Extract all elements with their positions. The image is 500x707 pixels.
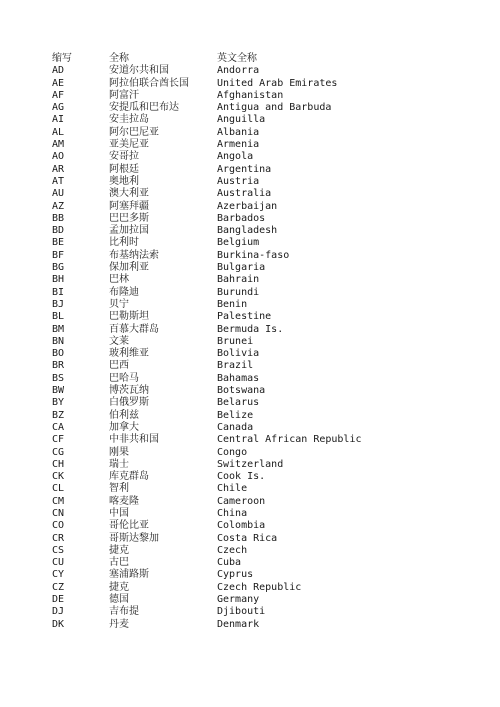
country-chinese-name: 百慕大群岛 <box>109 323 159 335</box>
country-chinese-name: 布隆迪 <box>109 286 139 298</box>
country-code: CN <box>52 507 65 519</box>
table-row <box>52 557 352 569</box>
country-english-name: Brunei <box>217 335 254 347</box>
country-code: CG <box>52 446 65 458</box>
country-code: CY <box>52 569 65 581</box>
country-chinese-name: 丹麦 <box>109 618 129 630</box>
country-english-name: Bermuda Is. <box>217 323 284 335</box>
country-english-name: Canada <box>217 421 254 433</box>
table-row <box>52 324 352 336</box>
country-chinese-name: 喀麦隆 <box>109 495 139 507</box>
country-english-name: Belize <box>217 409 254 421</box>
country-english-name: Cyprus <box>217 569 254 581</box>
country-code: CO <box>52 520 65 532</box>
header-english-name: 英文全称 <box>217 53 257 64</box>
country-code: BB <box>52 212 65 224</box>
country-english-name: Australia <box>217 188 272 200</box>
country-english-name: Denmark <box>217 618 260 630</box>
table-row <box>52 164 352 176</box>
table-row <box>52 373 352 385</box>
country-english-name: Anguilla <box>217 114 266 126</box>
country-chinese-name: 玻利维亚 <box>109 348 149 360</box>
table-row <box>52 311 352 323</box>
country-code: AM <box>52 139 65 151</box>
country-english-name: Belarus <box>217 397 260 409</box>
table-row <box>52 237 352 249</box>
table-row <box>52 299 352 311</box>
country-code: BO <box>52 348 65 360</box>
table-row <box>52 336 352 348</box>
country-code: DJ <box>52 606 65 618</box>
country-english-name: Chile <box>217 483 248 495</box>
country-chinese-name: 文莱 <box>109 335 129 347</box>
table-row <box>52 114 352 126</box>
country-english-name: Costa Rica <box>217 532 278 544</box>
country-chinese-name: 巴勒斯坦 <box>109 311 149 323</box>
country-chinese-name: 安哥拉 <box>109 151 139 163</box>
table-row <box>52 582 352 594</box>
country-code: BL <box>52 311 65 323</box>
country-english-name: Germany <box>217 594 260 606</box>
country-english-name: Angola <box>217 151 254 163</box>
country-chinese-name: 哥斯达黎加 <box>109 532 159 544</box>
country-code: CM <box>52 495 65 507</box>
country-english-name: Andorra <box>217 65 260 77</box>
country-chinese-name: 贝宁 <box>109 298 129 310</box>
country-chinese-name: 阿尔巴尼亚 <box>109 126 159 138</box>
country-english-name: Afghanistan <box>217 89 284 101</box>
table-row <box>52 385 352 397</box>
country-english-name: Burundi <box>217 286 260 298</box>
country-code: AE <box>52 77 65 89</box>
country-code: BS <box>52 372 65 384</box>
table-row <box>52 90 352 102</box>
country-english-name: Argentina <box>217 163 272 175</box>
country-code: CU <box>52 557 65 569</box>
country-chinese-name: 保加利亚 <box>109 262 149 274</box>
table-row <box>52 65 352 77</box>
table-body <box>52 65 362 631</box>
country-chinese-name: 刚果 <box>109 446 129 458</box>
country-english-name: Burkina-faso <box>217 249 290 261</box>
country-english-name: Botswana <box>217 385 266 397</box>
table-row <box>52 471 352 483</box>
table-row <box>52 151 352 163</box>
table-row <box>52 262 352 274</box>
country-english-name: Austria <box>217 175 260 187</box>
country-chinese-name: 捷克 <box>109 581 129 593</box>
table-row <box>52 127 352 139</box>
table-row <box>52 520 352 532</box>
country-code: AT <box>52 175 65 187</box>
country-chinese-name: 孟加拉国 <box>109 225 149 237</box>
table-row <box>52 274 352 286</box>
country-chinese-name: 古巴 <box>109 557 129 569</box>
country-code: AG <box>52 102 65 114</box>
table-row <box>52 287 352 299</box>
table-row <box>52 434 362 446</box>
country-english-name: Cuba <box>217 557 242 569</box>
table-row <box>52 201 352 213</box>
country-chinese-name: 亚美尼亚 <box>109 139 149 151</box>
country-english-name: Central African Republic <box>217 434 362 446</box>
country-chinese-name: 吉布提 <box>109 606 139 618</box>
country-chinese-name: 中国 <box>109 507 129 519</box>
country-chinese-name: 加拿大 <box>109 421 139 433</box>
country-code: AO <box>52 151 65 163</box>
table-row <box>52 188 352 200</box>
country-chinese-name: 塞浦路斯 <box>109 569 149 581</box>
country-code: CZ <box>52 581 65 593</box>
table-row <box>52 225 352 237</box>
table-header-row <box>52 53 352 65</box>
table-row <box>52 483 352 495</box>
country-code: BN <box>52 335 65 347</box>
country-english-name: Switzerland <box>217 458 284 470</box>
country-code: CA <box>52 421 65 433</box>
table-row <box>52 619 352 631</box>
table-row <box>52 545 352 557</box>
country-chinese-name: 中非共和国 <box>109 434 159 446</box>
country-chinese-name: 比利时 <box>109 237 139 249</box>
country-code: BM <box>52 323 65 335</box>
country-english-name: Bulgaria <box>217 262 266 274</box>
country-code: AU <box>52 188 65 200</box>
country-english-name: Antigua and Barbuda <box>217 102 332 114</box>
country-chinese-name: 巴哈马 <box>109 372 139 384</box>
table-row <box>52 508 352 520</box>
country-code: BY <box>52 397 65 409</box>
country-chinese-name: 布基纳法索 <box>109 249 159 261</box>
country-code: CR <box>52 532 65 544</box>
table-row <box>52 102 352 114</box>
country-code: BJ <box>52 298 65 310</box>
country-chinese-name: 博茨瓦纳 <box>109 385 149 397</box>
table-row <box>52 606 352 618</box>
country-code: CF <box>52 434 65 446</box>
country-chinese-name: 德国 <box>109 594 129 606</box>
table-row <box>52 397 352 409</box>
table-row <box>52 447 352 459</box>
header-chinese-name: 全称 <box>109 53 129 64</box>
country-code: AD <box>52 65 65 77</box>
country-code: BI <box>52 286 65 298</box>
country-english-name: Cameroon <box>217 495 266 507</box>
country-english-name: Congo <box>217 446 248 458</box>
country-english-name: Czech Republic <box>217 581 302 593</box>
country-english-name: United Arab Emirates <box>217 77 338 89</box>
country-code: BZ <box>52 409 65 421</box>
country-code: BG <box>52 262 65 274</box>
country-code: AR <box>52 163 65 175</box>
table-row <box>52 360 352 372</box>
country-english-name: Cook Is. <box>217 471 266 483</box>
country-chinese-name: 白俄罗斯 <box>109 397 149 409</box>
country-code: AF <box>52 89 65 101</box>
country-english-name: Armenia <box>217 139 260 151</box>
country-code: BR <box>52 360 65 372</box>
table-row <box>52 569 352 581</box>
header-code: 缩写 <box>52 53 72 64</box>
country-chinese-name: 阿拉伯联合酋长国 <box>109 77 189 89</box>
table-row <box>52 78 352 90</box>
country-chinese-name: 巴巴多斯 <box>109 212 149 224</box>
country-code: CK <box>52 471 65 483</box>
country-english-name: Djibouti <box>217 606 266 618</box>
country-chinese-name: 阿根廷 <box>109 163 139 175</box>
table-row <box>52 459 352 471</box>
country-code: AI <box>52 114 65 126</box>
country-english-name: Bahamas <box>217 372 260 384</box>
table-row <box>52 594 352 606</box>
country-english-name: China <box>217 507 248 519</box>
country-code: DE <box>52 594 65 606</box>
country-english-name: Albania <box>217 126 260 138</box>
country-chinese-name: 瑞士 <box>109 458 129 470</box>
table-row <box>52 422 352 434</box>
country-code: BF <box>52 249 65 261</box>
country-chinese-name: 安圭拉岛 <box>109 114 149 126</box>
country-english-name: Palestine <box>217 311 272 323</box>
table-row <box>52 250 352 262</box>
country-english-name: Barbados <box>217 212 266 224</box>
country-chinese-name: 捷克 <box>109 544 129 556</box>
country-code: DK <box>52 618 65 630</box>
country-english-name: Brazil <box>217 360 254 372</box>
country-code: CH <box>52 458 65 470</box>
country-code: BE <box>52 237 65 249</box>
table-row <box>52 410 352 422</box>
country-chinese-name: 巴林 <box>109 274 129 286</box>
country-code: BH <box>52 274 65 286</box>
country-english-name: Bahrain <box>217 274 260 286</box>
country-code: AZ <box>52 200 65 212</box>
country-chinese-name: 伯利兹 <box>109 409 139 421</box>
country-chinese-name: 阿塞拜疆 <box>109 200 149 212</box>
table-row <box>52 496 352 508</box>
table-row <box>52 176 352 188</box>
country-english-name: Azerbaijan <box>217 200 278 212</box>
table-row <box>52 348 352 360</box>
country-english-name: Czech <box>217 544 248 556</box>
country-chinese-name: 智利 <box>109 483 129 495</box>
country-english-name: Benin <box>217 298 248 310</box>
table-row <box>52 533 352 545</box>
country-code: BW <box>52 385 65 397</box>
country-code: CS <box>52 544 65 556</box>
country-code: BD <box>52 225 65 237</box>
country-code-table <box>52 53 362 631</box>
country-chinese-name: 库克群岛 <box>109 471 149 483</box>
country-code: CL <box>52 483 65 495</box>
country-english-name: Bangladesh <box>217 225 278 237</box>
country-chinese-name: 阿富汗 <box>109 89 139 101</box>
table-row <box>52 213 352 225</box>
country-chinese-name: 哥伦比亚 <box>109 520 149 532</box>
country-chinese-name: 安提瓜和巴布达 <box>109 102 179 114</box>
country-code: AL <box>52 126 65 138</box>
country-chinese-name: 巴西 <box>109 360 129 372</box>
country-english-name: Colombia <box>217 520 266 532</box>
table-row <box>52 139 352 151</box>
country-english-name: Belgium <box>217 237 260 249</box>
country-chinese-name: 安道尔共和国 <box>109 65 169 77</box>
country-chinese-name: 澳大利亚 <box>109 188 149 200</box>
country-chinese-name: 奥地利 <box>109 175 139 187</box>
country-english-name: Bolivia <box>217 348 260 360</box>
